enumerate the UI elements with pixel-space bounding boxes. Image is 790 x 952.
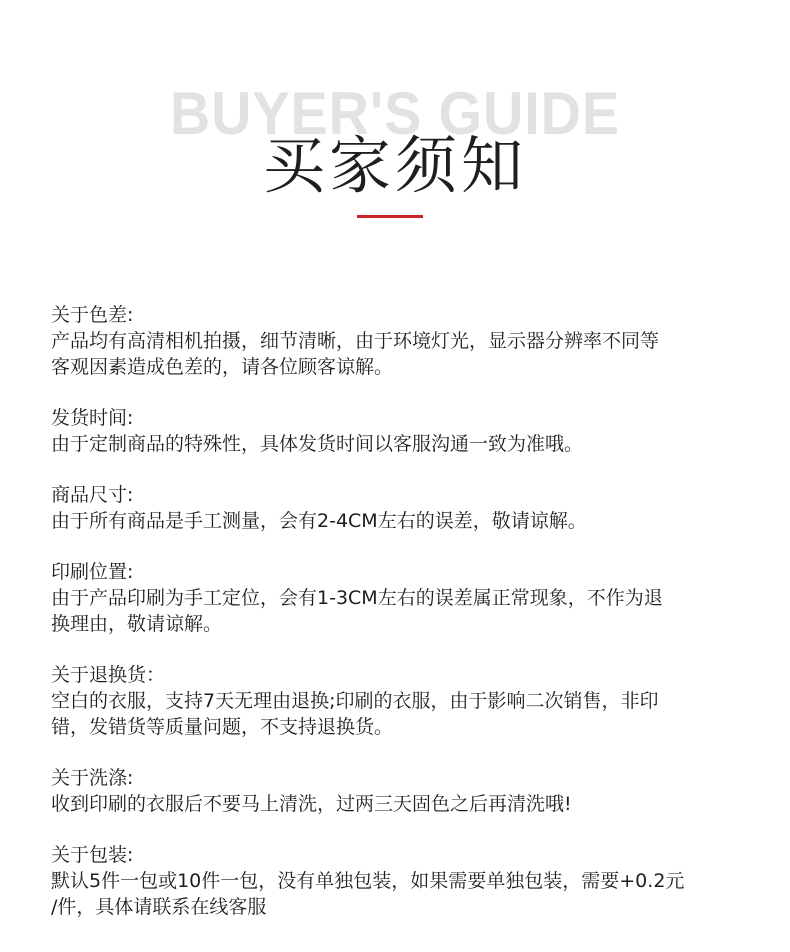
- section-washing: [51, 765, 751, 817]
- section-heading: 关于退换货：: [51, 664, 166, 686]
- section-returns: [51, 662, 751, 740]
- section-print-position: [51, 559, 751, 637]
- section-product-size: [51, 482, 751, 534]
- section-body: 空白的衣服，支持7天无理由退换;印刷的衣服，由于影响二次销售，非印 错，发错货等质量问题，不支持退换货。: [51, 690, 659, 738]
- section-heading: 印刷位置:: [51, 561, 134, 583]
- watermark-text: BUYER'S GUIDE: [169, 80, 621, 147]
- section-shipping-time: [51, 405, 751, 457]
- section-heading: 发货时间:: [51, 407, 134, 429]
- section-body: 产品均有高清相机拍摄，细节清晰，由于环境灯光，显示器分辨率不同等 客观因素造成色差的，请各位顾客谅解。: [51, 330, 660, 378]
- page-title: 买家须知: [262, 129, 527, 202]
- section-heading: 关于包装:: [51, 844, 134, 866]
- section-heading: 关于色差:: [51, 304, 134, 326]
- section-body: 由于所有商品是手工测量，会有2-4CM左右的误差，敬请谅解。: [51, 510, 587, 532]
- section-body: 由于定制商品的特殊性，具体发货时间以客服沟通一致为准哦。: [51, 433, 584, 455]
- title-underline-divider: [357, 215, 423, 218]
- section-body: 由于产品印刷为手工定位，会有1-3CM左右的误差属正常现象，不作为退 换理由，敬请谅解。: [51, 587, 663, 635]
- section-heading: 关于洗涤:: [51, 767, 134, 789]
- notice-content: [51, 302, 751, 945]
- section-body: 收到印刷的衣服后不要马上清洗，过两三天固色之后再清洗哦!: [51, 793, 572, 815]
- section-packaging: [51, 842, 751, 920]
- section-color-difference: [51, 302, 751, 380]
- section-body: 默认5件一包或10件一包，没有单独包装，如果需要单独包装，需要+0.2元 /件，具体请联系在线客服: [51, 870, 685, 918]
- section-heading: 商品尺寸:: [51, 484, 134, 506]
